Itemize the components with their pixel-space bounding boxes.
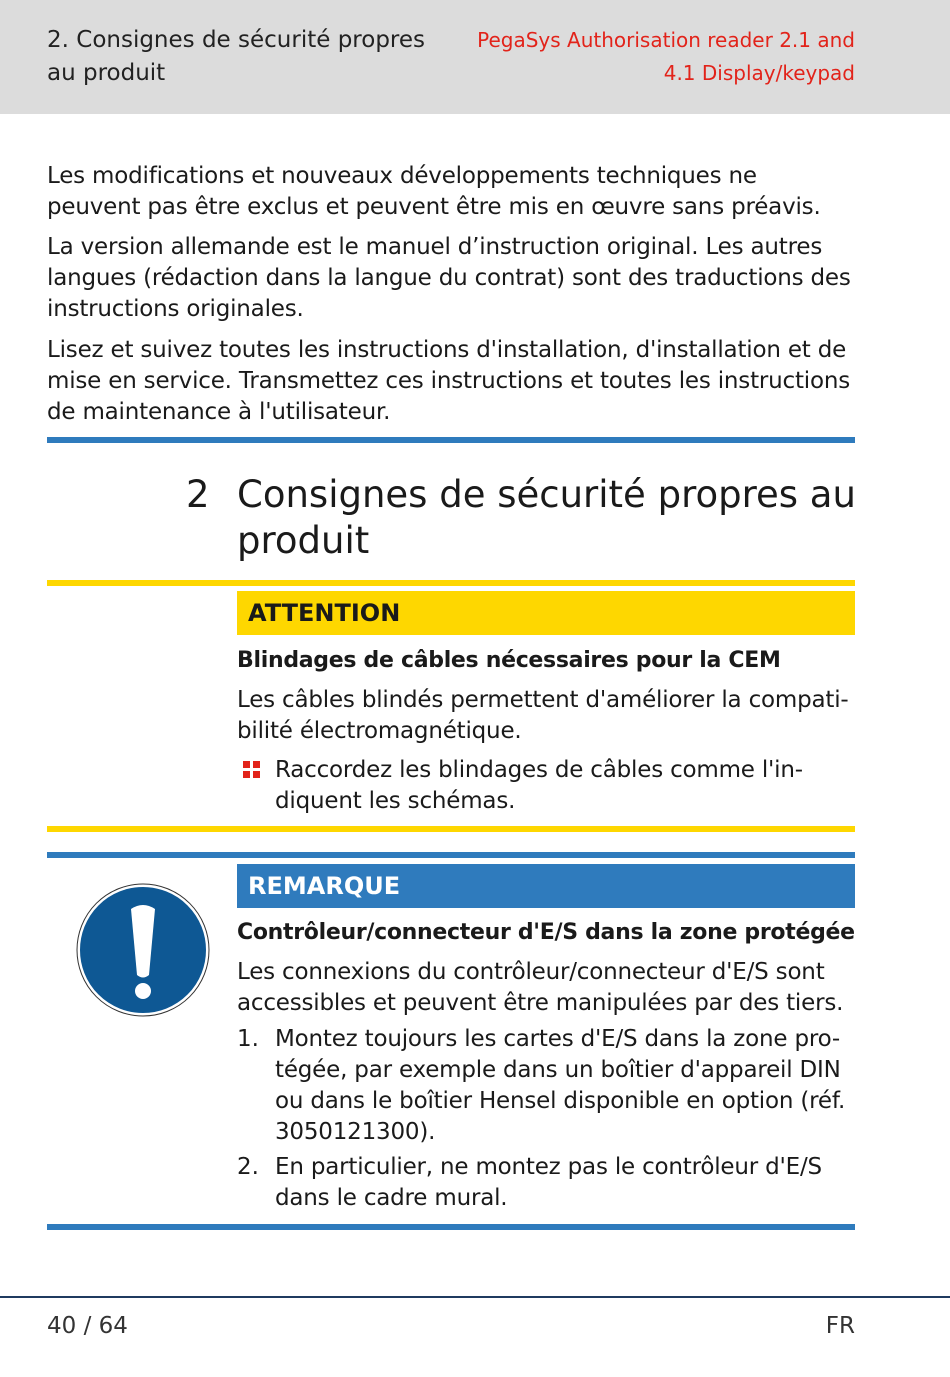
attention-bullet-item: Raccordez les blindages de câbles comme l'in-diquent les schémas.	[275, 757, 803, 814]
attention-bottom-rule	[47, 826, 855, 832]
remarque-banner: REMARQUE	[237, 864, 855, 908]
attention-heading: Blindages de câbles nécessaires pour la CEM	[237, 648, 781, 673]
intro-paragraph: Les modifications et nouveaux développements techniques ne peuvent pas être exclus et peuvent être mis en œuvre sans préavis.	[47, 163, 821, 220]
intro-paragraph: Lisez et suivez toutes les instructions d'installation, d'installation et de mise en service. Transmettez ces instructions et toutes les instructions de maintenance à l'utilisateur.	[47, 337, 851, 425]
page-header	[0, 0, 950, 114]
language-code: FR	[825, 1313, 855, 1339]
page-number: 40 / 64	[47, 1313, 128, 1339]
remarque-top-rule	[47, 852, 855, 858]
bullet-square-icon	[243, 761, 261, 779]
remarque-heading: Contrôleur/connecteur d'E/S dans la zone protégée	[237, 920, 855, 945]
chapter-title: Consignes de sécurité propres au produit	[237, 473, 856, 562]
intro-paragraph: La version allemande est le manuel d’instruction original. Les autres langues (rédaction dans la langue du contrat) sont des traductions des instructions originales.	[47, 234, 851, 322]
remarque-bottom-rule	[47, 1224, 855, 1230]
header-section-title: 2. Consignes de sécurité propres au produit	[47, 27, 426, 86]
mandatory-exclamation-icon	[76, 883, 210, 1017]
remarque-text: Les connexions du contrôleur/connecteur d'E/S sont accessibles et peuvent être manipulées par des tiers.	[237, 959, 844, 1016]
remarque-step: En particulier, ne montez pas le contrôleur d'E/S dans le cadre mural.	[275, 1154, 822, 1211]
chapter-number: 2	[186, 473, 210, 516]
attention-banner: ATTENTION	[237, 591, 855, 635]
remarque-step: Montez toujours les cartes d'E/S dans la zone pro-tégée, par exemple dans un boîtier d'appareil DIN ou dans le boîtier Hensel disponible en option (réf. 3050121300).	[275, 1026, 846, 1145]
step-number: 1.	[237, 1026, 259, 1052]
section-divider	[47, 437, 855, 443]
step-number: 2.	[237, 1154, 259, 1180]
footer-divider	[0, 1296, 950, 1298]
header-product-name: PegaSys Authorisation reader 2.1 and 4.1 Display/keypad	[477, 28, 855, 85]
attention-text: Les câbles blindés permettent d'améliorer la compati-bilité électromagnétique.	[237, 687, 849, 744]
attention-top-rule	[47, 580, 855, 586]
